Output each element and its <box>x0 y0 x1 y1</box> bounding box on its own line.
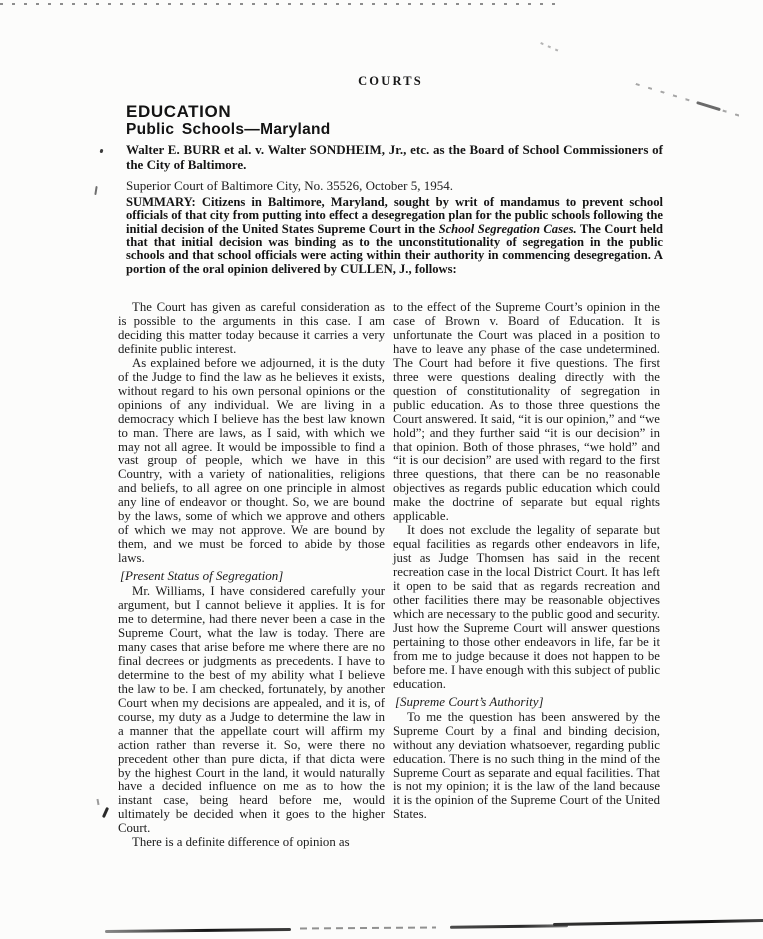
opinion-paragraph: To me the question has been answered by the Supreme Court by a final and binding decision, without any deviation whatsoever, regarding public education. There is no such thing in the mind of the Supreme Court as separate and equal facilities. That is not my opinion; it is the law of the land because it is the opinion of the Supreme Court of the United States. <box>393 709 660 822</box>
section-heading: EDUCATION <box>126 102 232 121</box>
opinion-paragraph: Mr. Williams, I have considered carefully your argument, but I cannot believe it applies. It is for me to determine, had there never been a case in the Supreme Court, what the law is today. There are many cases that arise before me where there are no final decrees or judgments as precedents. I have to determine to the best of my ability what I believe the law to be. I am checked, fortunately, by another Court when my decisions are appealed, and it is, of course, my duty as a Judge to determine the law in a manner that the appellate court will affirm my action rather than reverse it. So, were there no precedent other than pure dicta, if that dicta were by the highest Court in the land, it would naturally have a decided influence on me as to how the instant case, being heard before me, would ultimately be decided when it goes to the higher Court. <box>118 584 385 836</box>
summary-text-2: The Court held that that initial decision was binding as to the unconstitutionality of segregation in the public schools and that school officials were acting within their authority in commencing desegregation. A portion of the oral opinion delivered by CULLEN, J., follows: <box>126 221 663 276</box>
opinion-paragraph: The Court has given as careful consideration as is possible to the arguments in this case. I am deciding this matter today because it carries a very definite public interest. <box>118 300 385 356</box>
opinion-paragraph: As explained before we adjourned, it is the duty of the Judge to find the law as he believes it exists, without regard to his own personal opinions or the opinions of any individual. We are living in a democracy which I believe has the best law known to man. There are laws, as I said, with which we may not all agree. It would be impossible to find a vast group of people, which we have in this Country, with a variety of nationalities, religions and beliefs, to all agree on one principle in almost any line of endeavor or thought. So, we are bound by the laws, some of which we approve and others of which we may not approve. We are bound by them, and we must be forced to abide by those laws. <box>118 355 385 566</box>
opinion-subheading: [Present Status of Segregation] <box>120 568 284 584</box>
case-title: Walter E. BURR et al. v. Walter SONDHEIM, Jr., etc. as the Board of School Commissioners of the City of Baltimore. <box>126 142 663 172</box>
opinion-subheading: [Supreme Court’s Authority] <box>395 693 544 709</box>
summary-paragraph <box>126 196 663 276</box>
scan-artifact-smudge <box>105 928 291 933</box>
scan-artifact-smudge <box>553 919 763 926</box>
margin-mark <box>102 807 109 818</box>
court-citation: Superior Court of Baltimore City, No. 35526, October 5, 1954. <box>126 178 454 193</box>
subsection-heading: Public Schools—Maryland <box>126 121 331 138</box>
opinion-paragraph: It does not exclude the legality of separate but equal facilities as regards other endeavors in life, just as Judge Thomsen has said in the recent recreation case in the local District Court. It has left it open to be said that as regards recreation and other facilities there may be reasonable objectives which are necessary to the public good and security. Just how the Supreme Court will answer questions pertaining to those other endeavors in life, far be it from me to judge because it does not happen to be before me. I have enough with this subject of public education. <box>393 523 660 691</box>
summary-label: SUMMARY: <box>126 195 196 209</box>
margin-mark <box>94 186 97 195</box>
margin-mark <box>100 149 104 154</box>
margin-mark <box>96 799 99 805</box>
opinion-body <box>118 301 662 850</box>
page-edge-dotted-line <box>0 3 558 5</box>
summary-case-name: School Segregation Cases. <box>438 221 577 236</box>
summary-text-1: Citizens in Baltimore, Maryland, sought by writ of mandamus to prevent school officials of that city from putting into effect a desegregation plan for the public schools following the initial decision of the United States Supreme Court in the <box>126 195 663 236</box>
scan-artifact-smudge <box>300 927 436 930</box>
running-head: COURTS <box>358 74 423 88</box>
opinion-paragraph: There is a definite difference of opinion as <box>132 835 350 850</box>
scan-scratch <box>540 42 559 52</box>
left-column <box>118 301 385 850</box>
right-column <box>393 301 660 850</box>
scan-scratch <box>696 101 721 111</box>
opinion-paragraph: to the effect of the Supreme Court’s opinion in the case of Brown v. Board of Education. It is unfortunate the Court was placed in a position to have to leave any phase of the case undetermined. The Court had before it five questions. The first three were questions dealing directly with the question of constitutionality of segregation in public education. As to those three questions the Court answered. It said, “it is our opinion,” and “we hold”; and they further said “it is our decision” in that opinion. Both of those phrases, “we hold” and “it is our decision” are used with regard to the first three questions, that there can be no reasonable objectives as regards public education which could make the doctrine of separate but equal rights applicable. <box>393 300 660 524</box>
scan-artifact-smudge <box>450 924 568 928</box>
